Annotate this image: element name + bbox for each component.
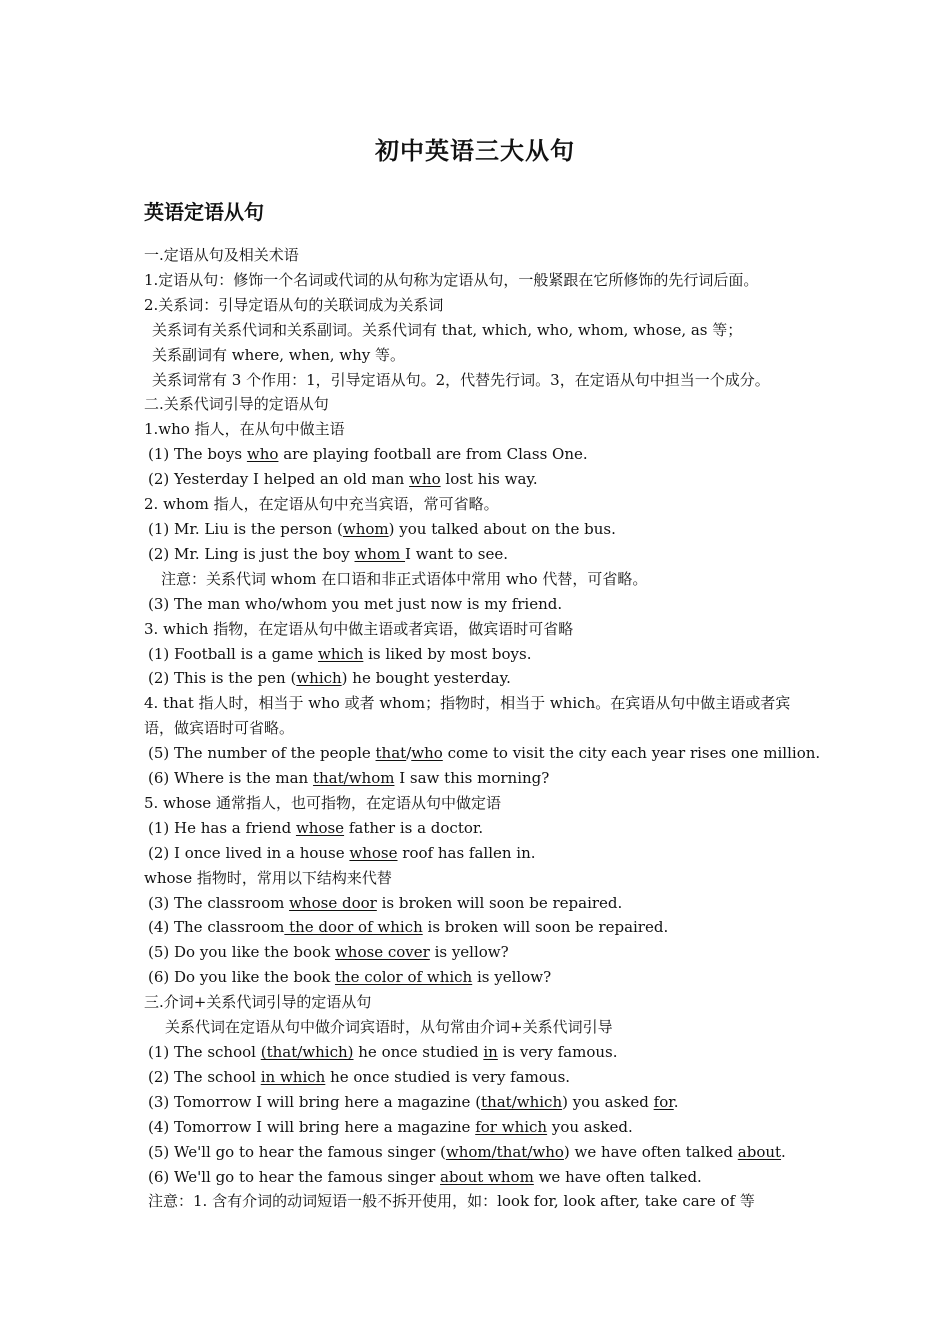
example-line: (2) Mr. Ling is just the boy whom I want to see. <box>148 544 509 563</box>
example-line: (5) The number of the people that/who come to visit the city each year rises one million. <box>148 744 821 763</box>
underlined-term: for which <box>475 1117 548 1136</box>
example-line: (3) The classroom whose door is broken will soon be repaired. <box>148 893 623 912</box>
example-line: (2) This is the pen (which) he bought yesterday. <box>148 669 511 688</box>
example-line: (1) Mr. Liu is the person (whom) you talked about on the bus. <box>148 519 616 538</box>
relative-word-functions: 关系词常有 3 个作用：1，引导定语从句。2，代替先行词。3，在定语从句中担当一个成分。 <box>152 370 770 389</box>
section-heading: 英语定语从句 <box>144 200 264 224</box>
preposition-rule: 关系代词在定语从句中做介词宾语时，从句常由介词+关系代词引导 <box>165 1018 613 1037</box>
example-line: (1) Football is a game which is liked by most boys. <box>148 644 532 663</box>
underlined-term: whom <box>342 519 389 538</box>
document-title: 初中英语三大从句 <box>375 136 575 165</box>
that-rule: 4. that 指人时，相当于 who 或者 whom；指物时，相当于 which。在宾语从句中做主语或者宾语，做宾语时可省略。 <box>144 694 791 738</box>
relative-pronouns-note: 关系词有关系代词和关系副词。关系代词有 that, which, who, whom, whose, as 等； <box>152 320 743 339</box>
definition-paragraph: 1.定语从句：修饰一个名词或代词的从句称为定语从句，一般紧跟在它所修饰的先行词后面。 <box>144 270 759 289</box>
underlined-term: in <box>483 1043 498 1061</box>
section-3-heading: 三.介词+关系代词引导的定语从句 <box>144 993 372 1012</box>
example-line: (2) Yesterday I helped an old man who lost his way. <box>148 470 538 489</box>
section-2-heading: 二.关系代词引导的定语从句 <box>144 395 329 414</box>
underlined-term: in which <box>260 1067 326 1086</box>
which-rule: 3. which 指物，在定语从句中做主语或者宾语，做宾语时可省略 <box>144 619 574 638</box>
underlined-term: the color of which <box>334 968 473 987</box>
underlined-term: for <box>653 1092 674 1111</box>
whose-rule: 5. whose 通常指人，也可指物，在定语从句中做定语 <box>144 793 501 812</box>
example-line: (6) Where is the man that/whom I saw this morning? <box>148 769 550 788</box>
underlined-term: that/whom <box>312 769 395 788</box>
underlined-term: who <box>246 445 279 464</box>
underlined-term: whose <box>349 843 398 862</box>
example-line: (4) Tomorrow I will bring here a magazine for which you asked. <box>148 1117 633 1136</box>
whom-rule: 2. whom 指人，在定语从句中充当宾语，常可省略。 <box>144 495 499 514</box>
example-line: (3) The man who/whom you met just now is my friend. <box>148 594 563 613</box>
underlined-term: that <box>375 744 407 763</box>
underlined-term: which <box>296 669 342 688</box>
underlined-term: about whom <box>440 1167 534 1186</box>
example-line: (5) Do you like the book whose cover is yellow? <box>148 943 509 962</box>
underlined-term: which <box>318 644 364 663</box>
document-body <box>144 243 821 1214</box>
who-rule: 1.who 指人，在从句中做主语 <box>144 420 345 439</box>
example-line: (5) We'll go to hear the famous singer (whom/that/who) we have often talked about. <box>148 1142 786 1161</box>
whom-note: 注意：关系代词 whom 在口语和非正式语体中常用 who 代替，可省略。 <box>161 569 648 588</box>
underlined-term: whom/that/who <box>445 1142 564 1161</box>
example-line: (6) Do you like the book the color of which is yellow? <box>148 968 552 987</box>
underlined-term: (that/which) <box>260 1043 354 1061</box>
example-line: (6) We'll go to hear the famous singer about whom we have often talked. <box>148 1167 702 1186</box>
example-line: (2) The school in which he once studied is very famous. <box>148 1067 571 1086</box>
underlined-term: about <box>737 1142 782 1161</box>
underlined-term: whose door <box>289 893 377 912</box>
phrasal-verb-note: 注意：1. 含有介词的动词短语一般不拆开使用，如：look for, look after, take care of 等 <box>148 1192 755 1211</box>
example-line: (3) Tomorrow I will bring here a magazine (that/which) you asked for. <box>148 1092 679 1111</box>
underlined-term: the door of which <box>284 918 423 937</box>
example-line: (1) The school (that/which) he once studied in is very famous. <box>148 1043 618 1061</box>
section-1-heading: 一.定语从句及相关术语 <box>144 246 299 264</box>
underlined-term: who <box>409 470 441 489</box>
whose-alternative-note: whose 指物时，常用以下结构来代替 <box>144 868 392 887</box>
underlined-term: who <box>411 744 443 763</box>
underlined-term: whom <box>354 544 406 563</box>
underlined-term: whose cover <box>334 943 430 962</box>
relative-word-paragraph: 2.关系词：引导定语从句的关联词成为关系词 <box>144 295 444 314</box>
example-line: (1) He has a friend whose father is a doctor. <box>148 818 484 837</box>
underlined-term: that/which <box>481 1092 563 1111</box>
relative-adverbs-note: 关系副词有 where, when, why 等。 <box>152 345 406 364</box>
example-line: (2) I once lived in a house whose roof has fallen in. <box>148 843 536 862</box>
example-line: (1) The boys who are playing football are from Class One. <box>148 445 588 464</box>
example-line: (4) The classroom the door of which is broken will soon be repaired. <box>148 918 669 937</box>
underlined-term: whose <box>295 818 345 837</box>
